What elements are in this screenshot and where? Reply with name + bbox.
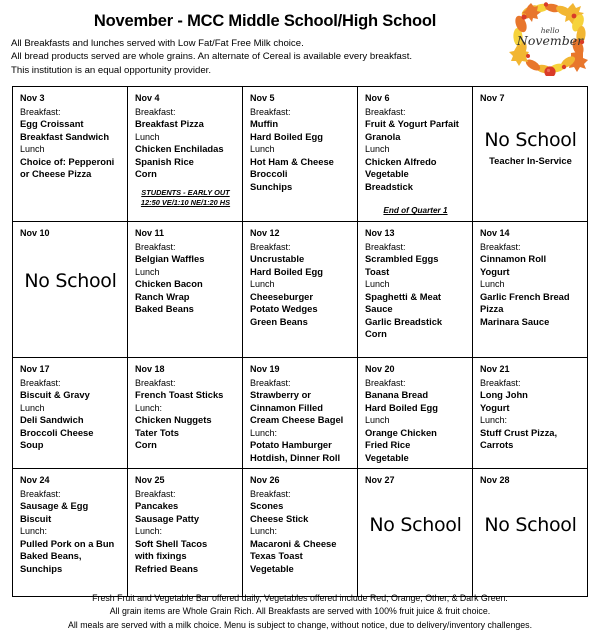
day-number: Nov 5 [250, 93, 275, 103]
meal-period-label: Breakfast: [365, 241, 406, 252]
day-number: Nov 20 [365, 364, 395, 374]
menu-item: Soft Shell Tacos [135, 537, 208, 549]
calendar-day-cell[interactable] [473, 358, 588, 469]
menu-item: Vegetable [365, 451, 409, 463]
intro-line: This institution is an equal opportunity provider. [11, 64, 211, 76]
menu-item: Ranch Wrap [135, 290, 190, 302]
no-school-label: No School [24, 269, 117, 292]
calendar-day-cell[interactable] [243, 87, 358, 222]
calendar-day-cell[interactable] [358, 87, 473, 222]
menu-item: Scones [250, 500, 284, 512]
calendar-day-cell[interactable] [243, 469, 358, 597]
meal-period-label: Breakfast: [250, 106, 291, 117]
meal-period-label: Lunch [250, 144, 275, 155]
meal-period-label: Lunch [135, 266, 160, 277]
day-number: Nov 6 [365, 93, 390, 103]
calendar-week-row [13, 469, 588, 597]
calendar-body [13, 87, 588, 597]
menu-item: Tater Tots [135, 426, 179, 438]
meal-period-label: Breakfast: [20, 488, 61, 499]
menu-item: Pancakes [135, 500, 179, 512]
intro-line: All bread products served are whole grains. An alternate of Cereal is available every breakfast. [11, 51, 413, 63]
meal-period-label: Breakfast: [365, 106, 406, 117]
day-number: Nov 11 [135, 228, 165, 238]
menu-calendar-table [12, 86, 588, 597]
menu-item: Uncrustable [250, 252, 305, 264]
meal-period-label: Lunch [135, 131, 160, 142]
menu-item: Corn [365, 328, 387, 340]
meal-period-label: Lunch [365, 279, 390, 290]
meal-period-label: Lunch [20, 402, 45, 413]
menu-item: French Toast Sticks [135, 388, 224, 400]
menu-item: Chicken Alfredo [365, 155, 437, 167]
menu-item: Breakfast Sandwich [20, 130, 110, 142]
meal-period-label: Breakfast: [135, 241, 176, 252]
menu-item: Strawberry or [250, 388, 311, 400]
menu-item: Muffin [250, 117, 279, 129]
no-school-label: No School [484, 128, 577, 151]
meal-period-label: Lunch [480, 279, 505, 290]
calendar-day-cell[interactable] [13, 222, 128, 358]
footer-line: All meals are served with a milk choice. Menu is subject to change, without notice, due to delivery/inventory challenges. [67, 619, 533, 630]
menu-item: Sunchips [250, 180, 293, 192]
menu-item: Breadstick [365, 180, 413, 192]
calendar-week-row [13, 358, 588, 469]
day-number: Nov 10 [20, 228, 50, 238]
day-number: Nov 24 [20, 475, 50, 486]
day-number: Nov 28 [480, 475, 510, 486]
menu-item: Marinara Sauce [480, 315, 550, 327]
meal-period-label: Breakfast: [135, 106, 176, 117]
meal-period-label: Breakfast: [250, 377, 291, 388]
calendar-day-cell[interactable] [473, 87, 588, 222]
day-number: Nov 13 [365, 228, 395, 238]
menu-item: Sausage Patty [135, 512, 200, 524]
menu-item: Hard Boiled Egg [250, 265, 323, 277]
menu-item: Baked Beans [135, 303, 194, 315]
menu-item: Scrambled Eggs [365, 252, 439, 264]
menu-item: Potato Wedges [250, 303, 318, 315]
calendar-day-cell[interactable] [128, 222, 243, 358]
menu-item: Chicken Bacon [135, 277, 203, 289]
menu-item: Pizza [480, 303, 504, 315]
menu-item: Corn [135, 168, 157, 180]
menu-item: Spanish Rice [135, 155, 194, 167]
early-out-note-line: 12:50 VE/1:10 NE/1:20 HS [140, 197, 231, 207]
meal-period-label: Lunch [365, 415, 390, 426]
meal-period-label: Lunch [20, 144, 45, 155]
menu-item: Texas Toast [250, 550, 303, 562]
day-number: Nov 7 [480, 93, 505, 103]
menu-item: Baked Beans, [20, 550, 82, 562]
early-out-note [135, 188, 236, 208]
menu-item: Hard Boiled Egg [250, 130, 323, 142]
calendar-day-cell[interactable] [358, 222, 473, 358]
meal-period-label: Lunch [365, 144, 390, 155]
menu-item: Toast [365, 265, 390, 277]
meal-period-label: Breakfast: [480, 377, 521, 388]
meal-period-label: Lunch: [135, 526, 163, 537]
calendar-day-cell[interactable] [243, 358, 358, 469]
menu-item: Corn [135, 439, 157, 451]
menu-item: Cheeseburger [250, 290, 314, 302]
menu-item: Belgian Waffles [135, 252, 205, 264]
menu-item: Fried Rice [365, 439, 411, 451]
menu-item: Vegetable [365, 168, 409, 180]
menu-item: Cinnamon Filled [250, 401, 323, 413]
calendar-week-row [13, 222, 588, 358]
no-school-label: No School [484, 513, 577, 536]
meal-period-label: Lunch: [250, 427, 278, 438]
no-school-label: No School [369, 513, 462, 536]
menu-item: Macaroni & Cheese [250, 537, 337, 549]
menu-item: Cinnamon Roll [480, 252, 547, 264]
meal-period-label: Lunch: [250, 526, 278, 537]
menu-item: Pulled Pork on a Bun [20, 537, 115, 549]
calendar-day-cell[interactable] [13, 469, 128, 597]
day-number: Nov 4 [135, 93, 160, 103]
meal-period-label: Breakfast: [250, 241, 291, 252]
menu-item: Cream Cheese Bagel [250, 414, 344, 426]
menu-item: Yogurt [480, 265, 510, 277]
meal-period-label: Breakfast: [480, 241, 521, 252]
menu-item: Stuff Crust Pizza, [480, 426, 558, 438]
menu-item: Biscuit & Gravy [20, 388, 90, 400]
day-number: Nov 21 [480, 364, 510, 374]
menu-item: Sausage & Egg [20, 500, 89, 512]
menu-item: Orange Chicken [365, 426, 437, 438]
menu-item: Granola [365, 130, 401, 142]
end-of-quarter-note: End of Quarter 1 [383, 206, 448, 216]
menu-item: Breakfast Pizza [135, 117, 204, 129]
meal-period-label: Breakfast: [20, 106, 61, 117]
day-number: Nov 19 [250, 364, 280, 374]
menu-item: Vegetable [250, 562, 294, 574]
no-school-reason: Teacher In-Service [489, 154, 572, 166]
early-out-note-line: STUDENTS - EARLY OUT [141, 187, 230, 197]
meal-period-label: Lunch: [135, 402, 163, 413]
footer-line: All grain items are Whole Grain Rich. All Breakfasts are served with 100% fruit juice & fruit choice. [109, 606, 491, 617]
svg-text:hello: hello [540, 26, 560, 35]
calendar-day-cell[interactable] [473, 222, 588, 358]
menu-item: Egg Croissant [20, 117, 84, 129]
menu-item: Cheese Stick [250, 512, 309, 524]
calendar-day-cell[interactable] [358, 358, 473, 469]
menu-item: Green Beans [250, 315, 308, 327]
calendar-day-cell[interactable] [358, 469, 473, 597]
day-number: Nov 14 [480, 228, 510, 238]
calendar-day-cell[interactable] [13, 358, 128, 469]
menu-item: Garlic French Bread [480, 290, 570, 302]
menu-item: Yogurt [480, 401, 510, 413]
calendar-day-cell[interactable] [13, 87, 128, 222]
hello-november-wreath-icon [508, 2, 592, 76]
menu-item: Sunchips [20, 562, 63, 574]
meal-period-label: Breakfast: [250, 488, 291, 499]
menu-item: Deli Sandwich [20, 413, 84, 425]
menu-item: Broccoli [250, 168, 288, 180]
meal-period-label: Breakfast: [135, 377, 176, 388]
menu-item: Chicken Enchiladas [135, 142, 224, 154]
day-number: Nov 12 [250, 228, 280, 238]
menu-item: Hard Boiled Egg [365, 401, 438, 413]
menu-item: Biscuit [20, 512, 52, 524]
meal-period-label: Lunch: [20, 526, 48, 537]
menu-item: Broccoli Cheese [20, 426, 94, 438]
day-number: Nov 17 [20, 364, 50, 374]
menu-item: Soup [20, 439, 44, 451]
calendar-day-cell[interactable] [243, 222, 358, 358]
menu-item: or Cheese Pizza [20, 168, 92, 180]
menu-item: Fruit & Yogurt Parfait [365, 117, 459, 129]
menu-item: with fixings [135, 550, 187, 562]
menu-item: Banana Bread [365, 388, 429, 400]
day-number: Nov 27 [365, 475, 395, 486]
menu-item: Carrots [480, 439, 514, 451]
page-title: November - MCC Middle School/High School [93, 12, 437, 30]
day-number: Nov 18 [135, 364, 165, 374]
intro-line: All Breakfasts and lunches served with Low Fat/Fat Free Milk choice. [11, 38, 304, 49]
menu-item: Chicken Nuggets [135, 413, 212, 425]
meal-period-label: Breakfast: [135, 488, 176, 499]
menu-item: Spaghetti & Meat [365, 290, 442, 302]
meal-period-label: Breakfast: [365, 377, 406, 388]
menu-item: Refried Beans [135, 562, 199, 574]
footer-line: Fresh Fruit and Vegetable Bar offered daily, Vegetables offered include Red, Orange, Other, & Dark Green. [92, 593, 508, 603]
meal-period-label: Lunch [250, 279, 275, 290]
meal-period-label: Lunch: [480, 415, 508, 426]
menu-item: Sauce [365, 303, 393, 315]
calendar-day-cell[interactable] [473, 469, 588, 597]
calendar-week-row [13, 87, 588, 222]
menu-item: Potato Hamburger [250, 439, 332, 451]
menu-item: Garlic Breadstick [365, 315, 443, 327]
day-number: Nov 25 [135, 475, 165, 486]
svg-text:November: November [516, 33, 584, 48]
page-header [0, 0, 600, 78]
day-number: Nov 3 [20, 93, 45, 103]
menu-item: Hotdish, Dinner Roll [250, 451, 341, 463]
menu-item: Hot Ham & Cheese [250, 155, 334, 167]
menu-item: Long John [480, 388, 528, 400]
calendar-day-cell[interactable] [128, 87, 243, 222]
menu-item: Choice of: Pepperoni [20, 155, 115, 167]
meal-period-label: Breakfast: [20, 377, 61, 388]
calendar-day-cell[interactable] [128, 358, 243, 469]
calendar-day-cell[interactable] [128, 469, 243, 597]
day-number: Nov 26 [250, 475, 280, 486]
page-footer [0, 592, 600, 632]
